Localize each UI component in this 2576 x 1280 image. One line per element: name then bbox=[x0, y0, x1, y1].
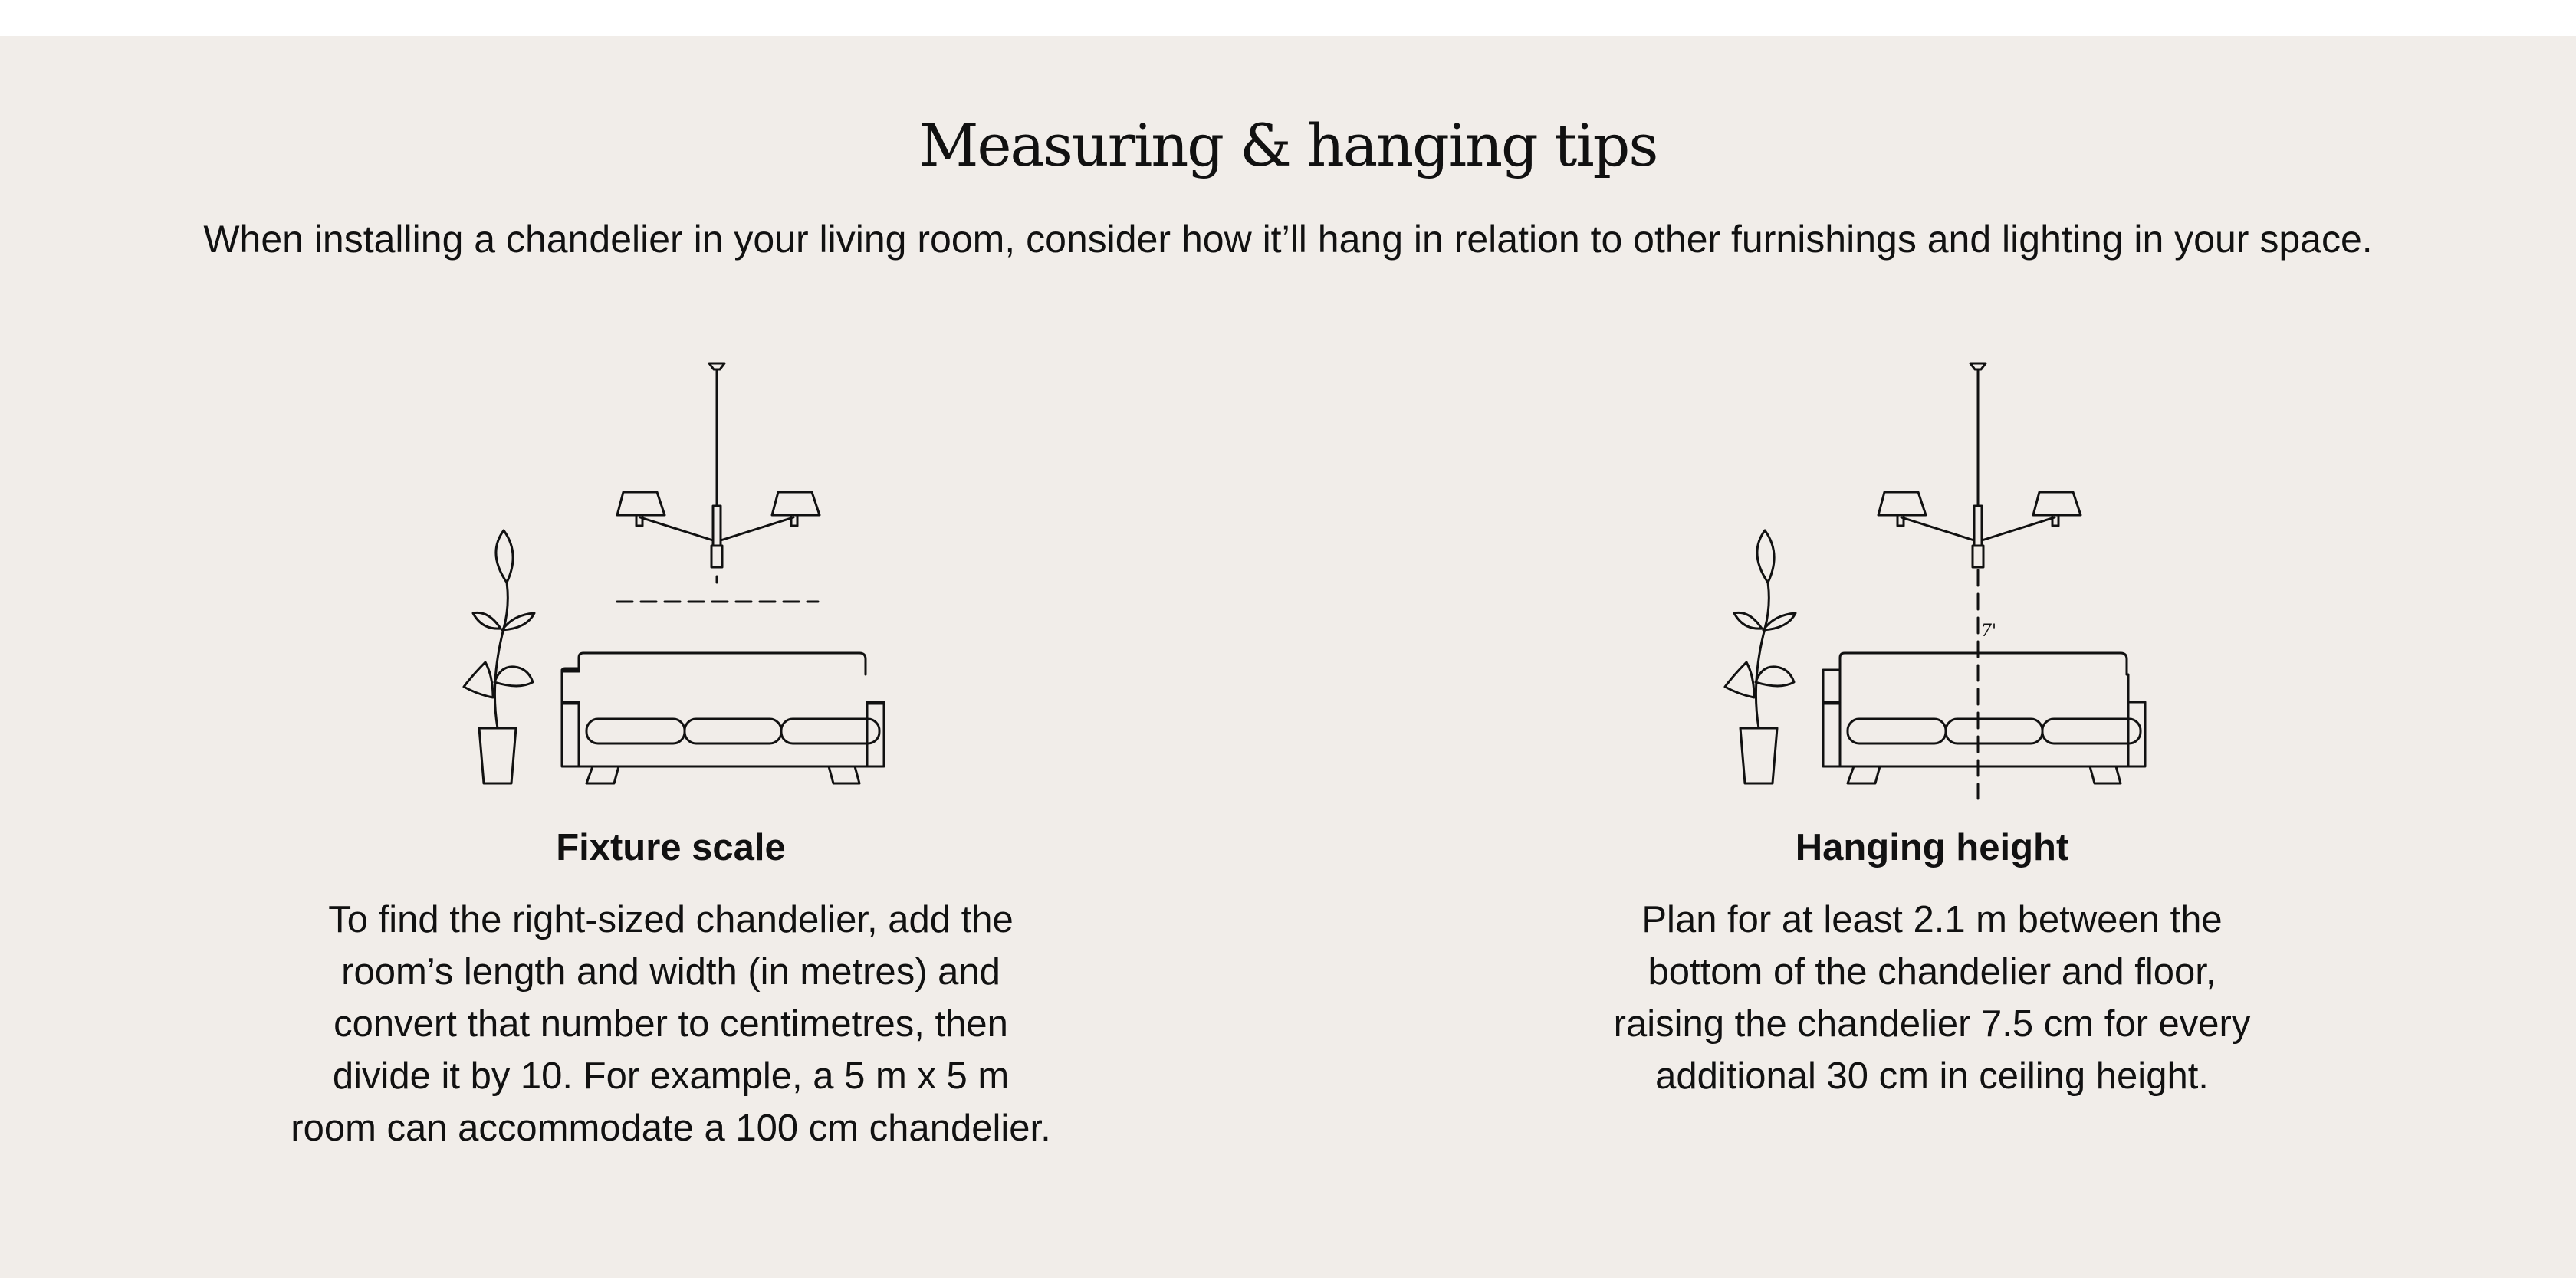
tip-body-line: divide it by 10. For example, a 5 m x 5 m bbox=[332, 1055, 1010, 1097]
height-marker: 7' bbox=[1981, 622, 1997, 641]
chandelier-icon bbox=[1878, 363, 2081, 567]
tip-body-line: convert that number to centimetres, then bbox=[334, 1003, 1008, 1045]
tip-hanging-height bbox=[1434, 0, 2430, 1280]
tip-fixture-scale bbox=[172, 0, 1169, 1280]
tip-body-line: bottom of the chandelier and floor, bbox=[1648, 951, 2216, 993]
tip-body bbox=[172, 894, 1169, 1154]
tip-body-line: Plan for at least 2.1 m between the bbox=[1641, 899, 2223, 940]
tip-body-line: room’s length and width (in metres) and bbox=[341, 951, 1001, 993]
sofa-icon bbox=[1823, 653, 2145, 783]
hanging-height-illustration bbox=[1434, 353, 2430, 812]
tip-body-line: room can accommodate a 100 cm chandelier. bbox=[291, 1108, 1051, 1149]
section-subtitle: When installing a chandelier in your living room, consider how it’ll hang in relation to other furnishings and lighting in your space. bbox=[203, 218, 2373, 261]
tip-body-line: additional 30 cm in ceiling height. bbox=[1655, 1055, 2209, 1097]
tip-body-line: raising the chandelier 7.5 cm for every bbox=[1613, 1003, 2251, 1045]
tip-heading: Hanging height bbox=[1795, 827, 2069, 868]
plant-icon bbox=[1725, 530, 1796, 783]
tip-body-line: To find the right-sized chandelier, add the bbox=[328, 899, 1014, 940]
tip-body bbox=[1434, 894, 2430, 1102]
chandelier-icon bbox=[617, 363, 820, 583]
plant-icon bbox=[464, 530, 534, 783]
sofa-icon bbox=[562, 653, 884, 783]
fixture-scale-illustration bbox=[172, 353, 1169, 812]
section-title: Measuring & hanging tips bbox=[918, 111, 1658, 179]
tip-heading: Fixture scale bbox=[556, 827, 786, 868]
